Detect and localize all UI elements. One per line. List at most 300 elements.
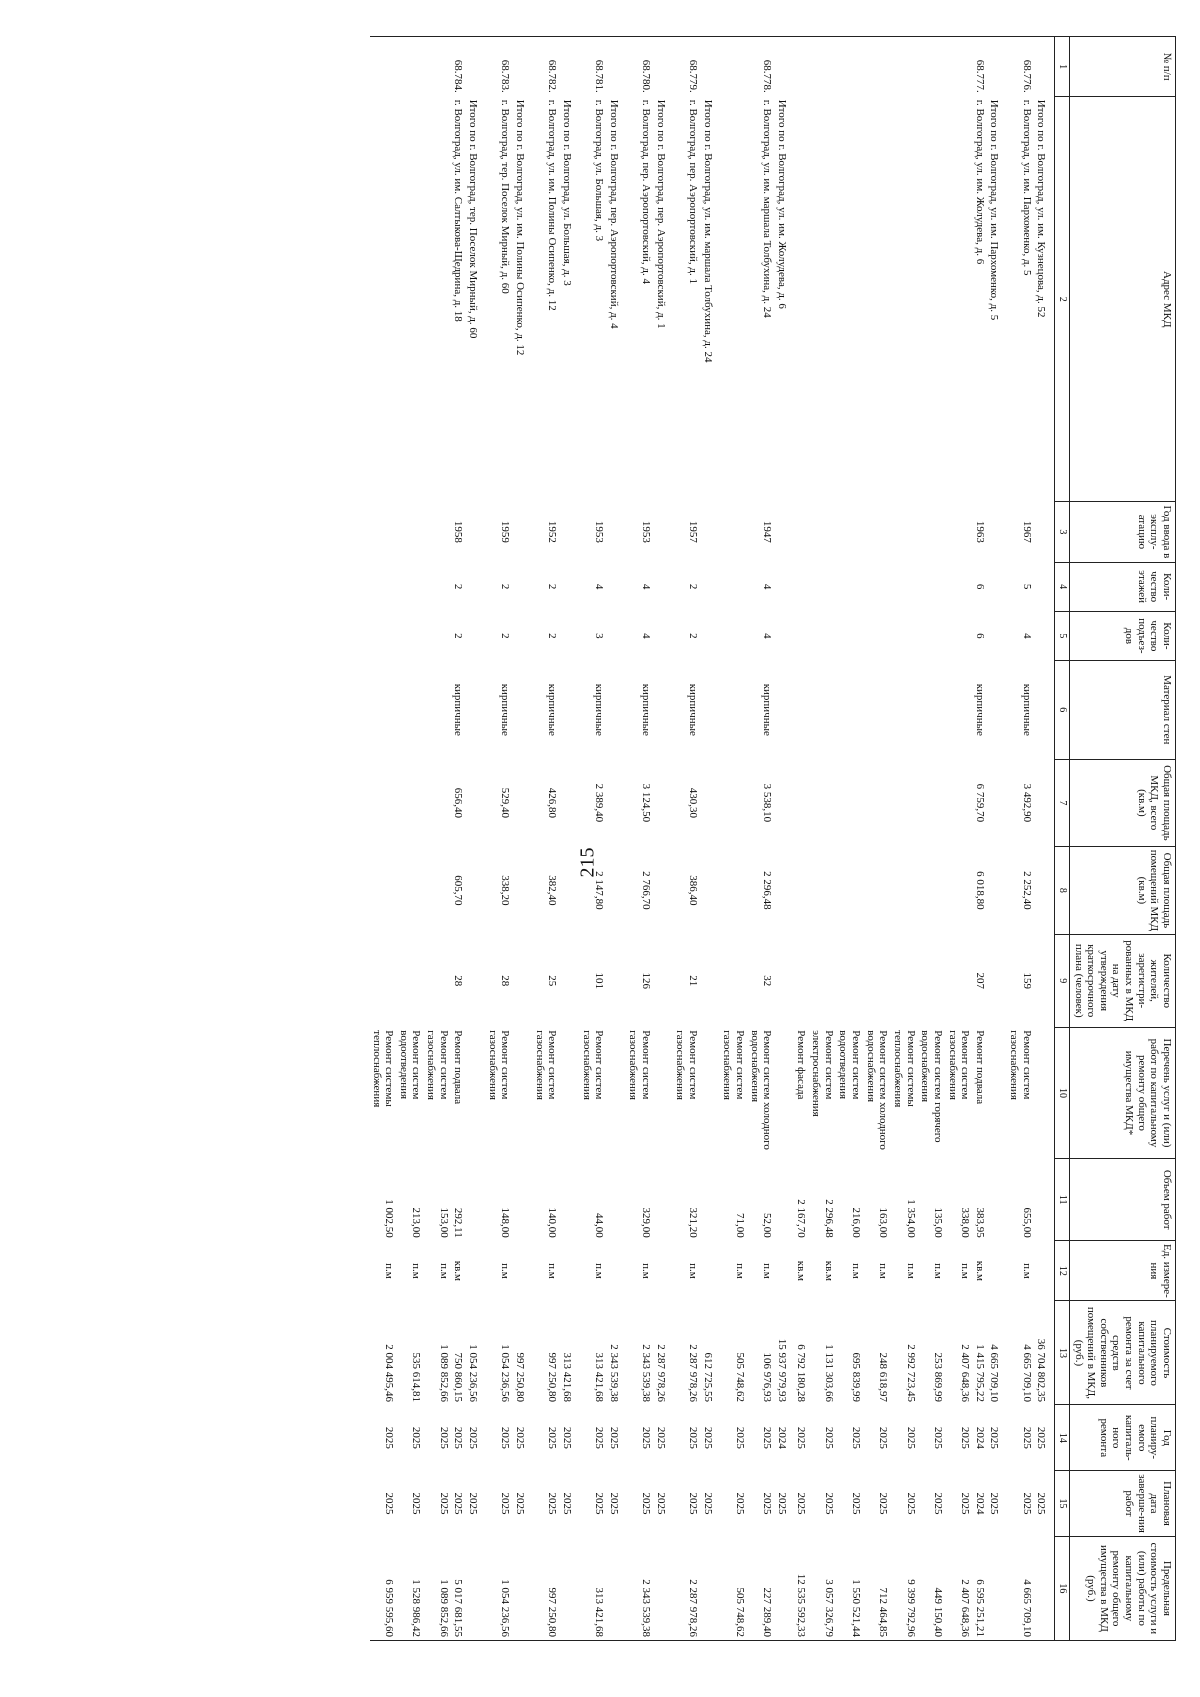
cell-col-9 <box>837 934 864 1027</box>
cell-col-11 <box>775 1159 795 1241</box>
cell-col-14: 2025 <box>1035 1426 1048 1449</box>
cell-col-13: 997 250,80 <box>513 1352 526 1402</box>
cell-col-13: 2 992 723,45 <box>904 1344 917 1402</box>
cell-col-2 <box>919 97 946 502</box>
total-row <box>560 37 580 1641</box>
cell-col-9: 101 <box>593 972 606 989</box>
cell-col-12 <box>1035 1241 1055 1301</box>
cell-col-3 <box>466 502 486 562</box>
column-number-16: 16 <box>1055 1536 1070 1640</box>
cell-col-3: 1958 <box>452 520 465 543</box>
cell-col-5 <box>1035 611 1055 660</box>
cell-col-16: 6 595 251,21 <box>973 1579 986 1637</box>
cell-col-6 <box>919 661 946 760</box>
cell-col-10: Ремонт подвала <box>973 1030 986 1105</box>
cell-col-10 <box>775 1027 795 1158</box>
cell-col-6 <box>513 661 533 760</box>
page-number: 215 <box>576 847 599 878</box>
cell-col-11: 338,00 <box>959 1207 972 1238</box>
cell-col-12: п.м <box>904 1263 917 1279</box>
cell-col-1 <box>891 37 918 97</box>
cell-col-1: 68.779. <box>687 59 699 93</box>
table-row <box>486 37 513 1641</box>
cell-col-5 <box>919 611 946 660</box>
cell-col-9: 21 <box>687 975 699 987</box>
cell-col-2: г. Волгоград, тер. Поселок Мирный, д. 60 <box>499 99 512 294</box>
cell-col-11: 135,00 <box>931 1207 944 1238</box>
cell-col-10: Ремонт систем газоснабжения <box>1008 1030 1033 1100</box>
cell-col-15: 2025 <box>775 1492 788 1515</box>
cell-col-13: 6 792 180,28 <box>795 1344 808 1402</box>
cell-col-9: 25 <box>546 975 559 987</box>
cell-col-2: г. Волгоград, ул. им. Пархоменко, д. 5 <box>1020 99 1033 276</box>
cell-col-8 <box>837 847 864 935</box>
cell-col-14: 2025 <box>513 1426 526 1449</box>
cell-col-1 <box>837 37 864 97</box>
cell-col-7: 430,30 <box>687 787 699 818</box>
cell-col-15: 2025 <box>877 1492 890 1515</box>
cell-col-4 <box>424 562 451 611</box>
cell-col-5 <box>946 611 973 660</box>
document-sheet <box>49 36 1176 1641</box>
cell-col-16 <box>701 1536 721 1640</box>
cell-col-16: 9 399 792,96 <box>904 1579 917 1637</box>
cell-col-4 <box>607 562 627 611</box>
cell-col-6 <box>654 661 674 760</box>
cell-col-4 <box>919 562 946 611</box>
cell-col-13: 997 250,80 <box>546 1352 559 1402</box>
cell-col-15: 2025 <box>1035 1492 1048 1515</box>
cell-col-10: Ремонт систем водоотведения <box>397 1030 423 1100</box>
cell-col-1 <box>424 37 451 97</box>
column-number-1: 1 <box>1055 37 1070 97</box>
cell-col-14: 2025 <box>452 1426 465 1449</box>
cell-col-14: 2025 <box>687 1426 699 1449</box>
cell-col-14: 2024 <box>775 1426 788 1449</box>
column-number-2: 2 <box>1055 97 1070 502</box>
cell-col-7 <box>560 759 580 847</box>
cell-col-12 <box>560 1241 580 1301</box>
cell-col-9 <box>560 934 580 1027</box>
cell-col-1 <box>370 37 397 97</box>
cell-col-12: п.м <box>931 1263 944 1279</box>
cell-col-4 <box>891 562 918 611</box>
cell-col-5: 2 <box>687 633 699 639</box>
column-number-6: 6 <box>1055 661 1070 760</box>
cell-col-12 <box>466 1241 486 1301</box>
cell-col-12: кв.м <box>973 1260 986 1281</box>
cell-col-14: 2025 <box>607 1426 620 1449</box>
cell-col-6 <box>607 661 627 760</box>
cell-col-9 <box>946 934 973 1027</box>
cell-col-3 <box>837 502 864 562</box>
cell-col-5 <box>891 611 918 660</box>
cell-col-10 <box>988 1027 1008 1158</box>
cell-col-2: г. Волгоград, ул. Большая, д. 3 <box>593 99 606 242</box>
cell-col-12 <box>988 1241 1008 1301</box>
cell-col-14: 2025 <box>877 1426 890 1449</box>
cell-col-13: 2 343 539,38 <box>640 1344 653 1402</box>
cell-col-7 <box>809 759 836 847</box>
cell-col-4: 4 <box>593 583 606 590</box>
cell-col-7 <box>654 759 674 847</box>
cell-col-13: 612 725,55 <box>701 1352 714 1402</box>
cell-col-16 <box>466 1536 486 1640</box>
cell-col-16: 1 528 986,42 <box>410 1579 423 1637</box>
cell-col-14: 2025 <box>988 1426 1001 1449</box>
cell-col-2 <box>837 97 864 502</box>
cell-col-5: 3 <box>593 633 606 639</box>
cell-col-2 <box>397 97 424 502</box>
cell-col-11 <box>607 1159 627 1241</box>
cell-col-2: Итого по г. Волгоград, пер. Аэропортовский, д. 4 <box>607 99 620 329</box>
table-row <box>397 37 424 1641</box>
column-number-9: 9 <box>1055 934 1070 1027</box>
cell-col-7 <box>701 759 721 847</box>
cell-col-3 <box>864 502 891 562</box>
cell-col-13: 505 748,62 <box>733 1352 746 1402</box>
column-number-8: 8 <box>1055 847 1070 935</box>
cell-col-11 <box>466 1159 486 1241</box>
cell-col-10: Ремонт систем электроснабжения <box>810 1030 835 1117</box>
cell-col-14: 2025 <box>546 1426 559 1449</box>
column-header-12: Ед. измере-ния <box>1069 1241 1175 1301</box>
cell-col-5 <box>775 611 795 660</box>
cell-col-9 <box>654 934 674 1027</box>
cell-col-16: 2 343 539,38 <box>640 1579 653 1637</box>
cell-col-7: 656,40 <box>452 787 465 818</box>
cell-col-8 <box>1035 847 1055 935</box>
cell-col-9: 159 <box>1020 972 1033 989</box>
cell-col-1 <box>946 37 973 97</box>
cell-col-12: п.м <box>437 1263 450 1279</box>
cell-col-4 <box>513 562 533 611</box>
cell-col-7 <box>919 759 946 847</box>
cell-col-9: 28 <box>499 975 512 987</box>
cell-col-16: 997 250,80 <box>546 1587 559 1637</box>
cell-col-12: п.м <box>546 1263 559 1279</box>
cell-col-9: 207 <box>973 972 986 989</box>
cell-col-4 <box>775 562 795 611</box>
cell-col-2: Итого по г. Волгоград, ул. им. маршала Толбухина, д. 24 <box>701 99 714 363</box>
cell-col-11: 44,00 <box>593 1213 606 1238</box>
cell-col-7: 3 492,90 <box>1020 783 1033 823</box>
cell-col-16 <box>607 1536 627 1640</box>
cell-col-14: 2025 <box>410 1426 423 1449</box>
cell-col-8 <box>424 847 451 935</box>
cell-col-3 <box>721 502 748 562</box>
column-header-1: № п/п <box>1069 37 1175 97</box>
cell-col-15: 2025 <box>593 1492 606 1515</box>
cell-col-13: 1 089 852,66 <box>437 1344 450 1402</box>
cell-col-4 <box>988 562 1008 611</box>
cell-col-10: Ремонт системы теплоснабжения <box>370 1030 396 1108</box>
cell-col-7: 426,80 <box>546 787 559 818</box>
cell-col-9 <box>864 934 891 1027</box>
cell-col-11: 383,95 <box>973 1207 986 1238</box>
cell-col-3 <box>919 502 946 562</box>
cell-col-16: 505 748,62 <box>733 1587 746 1637</box>
cell-col-8: 382,40 <box>546 875 559 906</box>
cell-col-3 <box>424 502 451 562</box>
cell-col-1 <box>988 37 1008 97</box>
cell-col-4: 2 <box>499 583 512 590</box>
total-row <box>701 37 721 1641</box>
cell-col-10 <box>1035 1027 1055 1158</box>
cell-col-16: 1 550 521,44 <box>850 1579 863 1637</box>
cell-col-16: 5 017 681,55 <box>452 1579 465 1637</box>
column-header-8: Общая площадь помещений МКД (кв.м) <box>1069 847 1175 935</box>
cell-col-10 <box>466 1027 486 1158</box>
cell-col-8 <box>560 847 580 935</box>
cell-col-8 <box>775 847 795 935</box>
cell-col-12: п.м <box>761 1263 774 1279</box>
cell-col-16: 12 535 592,33 <box>795 1573 808 1637</box>
cell-col-15: 2025 <box>1020 1492 1033 1515</box>
cell-col-8 <box>513 847 533 935</box>
cell-col-16: 2 407 648,36 <box>959 1579 972 1637</box>
cell-col-12: кв.м <box>452 1260 465 1281</box>
total-row <box>988 37 1008 1641</box>
cell-col-9 <box>424 934 451 1027</box>
cell-col-4 <box>654 562 674 611</box>
cell-col-9 <box>988 934 1008 1027</box>
cell-col-13: 2 004 495,46 <box>383 1344 396 1402</box>
cell-col-12: п.м <box>593 1263 606 1279</box>
cell-col-14: 2025 <box>640 1426 653 1449</box>
cell-col-10: Ремонт систем газоснабжения <box>946 1030 972 1100</box>
cell-col-13: 4 665 709,10 <box>1020 1344 1033 1402</box>
cell-col-9 <box>701 934 721 1027</box>
cell-col-2: г. Волгоград, ул. им. Жолудева, д. 6 <box>973 99 986 265</box>
cell-col-7 <box>795 759 810 847</box>
cell-col-4 <box>397 562 424 611</box>
column-number-7: 7 <box>1055 759 1070 847</box>
cell-col-1: 68.777. <box>973 59 986 93</box>
cell-col-15: 2025 <box>410 1492 423 1515</box>
cell-col-7: 6 759,70 <box>973 783 986 823</box>
cell-col-8: 338,20 <box>499 875 512 906</box>
table-row <box>674 37 701 1641</box>
cell-col-5: 2 <box>499 633 512 639</box>
cell-col-4: 2 <box>687 583 699 590</box>
cell-col-8: 6 018,80 <box>973 871 986 910</box>
cell-col-5: 4 <box>1020 633 1033 639</box>
cell-col-16: 227 289,40 <box>761 1587 774 1637</box>
cell-col-15: 2025 <box>607 1492 620 1515</box>
cell-col-14: 2025 <box>733 1426 746 1449</box>
cell-col-2: Итого по г. Волгоград, ул. им. Жолудева, д. 6 <box>775 99 788 309</box>
cell-col-4 <box>946 562 973 611</box>
cell-col-6: кирпичные <box>452 683 465 736</box>
cell-col-8 <box>397 847 424 935</box>
cell-col-3 <box>370 502 397 562</box>
cell-col-5 <box>721 611 748 660</box>
cell-col-6 <box>721 661 748 760</box>
cell-col-1 <box>654 37 674 97</box>
cell-col-15: 2025 <box>959 1492 972 1515</box>
cell-col-5 <box>654 611 674 660</box>
column-number-row <box>1055 37 1070 1641</box>
cell-col-10: Ремонт систем холодного водоснабжения <box>864 1030 890 1150</box>
cell-col-8 <box>721 847 748 935</box>
cell-col-2 <box>864 97 891 502</box>
cell-col-12 <box>654 1241 674 1301</box>
cell-col-1 <box>513 37 533 97</box>
cell-col-16 <box>1035 1536 1055 1640</box>
cell-col-6 <box>466 661 486 760</box>
cell-col-3 <box>946 502 973 562</box>
cell-col-14: 2025 <box>437 1426 450 1449</box>
cell-col-3 <box>795 502 810 562</box>
cell-col-12: п.м <box>877 1263 890 1279</box>
cell-col-6: кирпичные <box>546 683 559 736</box>
cell-col-15: 2025 <box>437 1492 450 1515</box>
cell-col-8: 2 766,70 <box>640 871 653 910</box>
cell-col-4: 5 <box>1020 583 1033 590</box>
cell-col-13: 535 614,81 <box>410 1352 423 1402</box>
table-row <box>452 37 467 1641</box>
cell-col-11 <box>560 1159 580 1241</box>
cell-col-5: 4 <box>640 633 653 639</box>
cell-col-9: 126 <box>640 972 653 989</box>
capital-repair-table <box>370 36 1176 1641</box>
cell-col-10: Ремонт систем газоснабжения <box>533 1030 559 1100</box>
cell-col-8 <box>795 847 810 935</box>
cell-col-9 <box>721 934 748 1027</box>
cell-col-13: 695 839,99 <box>850 1352 863 1402</box>
cell-col-15: 2024 <box>973 1492 986 1515</box>
cell-col-9 <box>891 934 918 1027</box>
cell-col-8: 386,40 <box>687 875 699 906</box>
cell-col-2: г. Волгоград, ул. им. Полины Осипенко, д. 12 <box>546 99 559 311</box>
cell-col-8: 2 147,80 <box>593 871 606 910</box>
cell-col-16 <box>513 1536 533 1640</box>
cell-col-9 <box>607 934 627 1027</box>
cell-col-6 <box>795 661 810 760</box>
cell-col-10: Ремонт системы теплоснабжения <box>891 1030 917 1108</box>
cell-col-1 <box>864 37 891 97</box>
cell-col-8: 2 296,48 <box>761 871 774 910</box>
cell-col-11: 321,20 <box>687 1207 699 1238</box>
cell-col-16: 1 054 236,56 <box>499 1579 512 1637</box>
column-header-10: Перечень услуг и (или) работ по капитальному ремонту общего имущества МКД* <box>1069 1027 1175 1158</box>
cell-col-8 <box>654 847 674 935</box>
cell-col-1 <box>701 37 721 97</box>
cell-col-11: 52,00 <box>761 1213 774 1238</box>
cell-col-6 <box>560 661 580 760</box>
table-row <box>580 37 607 1641</box>
cell-col-15: 2025 <box>822 1492 835 1515</box>
cell-col-15: 2025 <box>733 1492 746 1515</box>
cell-col-9 <box>919 934 946 1027</box>
cell-col-15: 2025 <box>467 1492 480 1515</box>
cell-col-11: 213,00 <box>410 1207 423 1238</box>
cell-col-1 <box>775 37 795 97</box>
cell-col-7 <box>775 759 795 847</box>
column-header-9: Количество жителей, зарегистри-рованных в МКД на дату утверждения краткосрочного плана (человек) <box>1069 934 1175 1027</box>
cell-col-3: 1952 <box>546 520 559 543</box>
table-header-row <box>1069 37 1175 1641</box>
cell-col-10: Ремонт подвала <box>452 1030 465 1105</box>
cell-col-5 <box>397 611 424 660</box>
cell-col-13: 248 618,97 <box>877 1352 890 1402</box>
cell-col-5 <box>837 611 864 660</box>
cell-col-16: 4 665 709,10 <box>1020 1579 1033 1637</box>
table-row <box>973 37 988 1641</box>
cell-col-10 <box>701 1027 721 1158</box>
column-number-11: 11 <box>1055 1159 1070 1241</box>
cell-col-2: Итого по г. Волгоград, ул. им. Кузнецова, д. 52 <box>1035 99 1048 318</box>
cell-col-6: кирпичные <box>761 683 774 736</box>
cell-col-14: 2025 <box>959 1426 972 1449</box>
cell-col-8 <box>864 847 891 935</box>
cell-col-9 <box>809 934 836 1027</box>
cell-col-6: кирпичные <box>593 683 606 736</box>
cell-col-12: кв.м <box>795 1260 808 1281</box>
cell-col-9: 32 <box>761 975 774 987</box>
table-row <box>1007 37 1034 1641</box>
cell-col-3 <box>513 502 533 562</box>
cell-col-16: 6 959 595,60 <box>383 1579 396 1637</box>
cell-col-16 <box>560 1536 580 1640</box>
cell-col-9 <box>397 934 424 1027</box>
column-header-13: Стоимость планируемого капитального ремонта за счет средств собственников помещений в МКД, (руб.) <box>1069 1301 1175 1405</box>
cell-col-7 <box>397 759 424 847</box>
cell-col-6: кирпичные <box>640 683 653 736</box>
cell-col-3: 1953 <box>593 520 606 543</box>
cell-col-9 <box>466 934 486 1027</box>
cell-col-16: 449 150,40 <box>931 1587 944 1637</box>
cell-col-5: 2 <box>452 633 465 639</box>
column-number-13: 13 <box>1055 1301 1070 1405</box>
cell-col-1: 68.776. <box>1020 59 1033 93</box>
cell-col-11: 153,00 <box>437 1207 450 1238</box>
cell-col-6 <box>397 661 424 760</box>
cell-col-3: 1959 <box>499 520 512 543</box>
cell-col-4 <box>795 562 810 611</box>
cell-col-11: 140,00 <box>546 1207 559 1238</box>
cell-col-5: 6 <box>973 633 986 639</box>
cell-col-7 <box>988 759 1008 847</box>
cell-col-10: Ремонт систем газоснабжения <box>674 1030 699 1100</box>
cell-col-9: 28 <box>452 975 465 987</box>
table-row <box>809 37 836 1641</box>
cell-col-5 <box>424 611 451 660</box>
cell-col-13: 2 287 978,26 <box>654 1344 667 1402</box>
cell-col-11 <box>701 1159 721 1241</box>
cell-col-13: 2 407 648,36 <box>959 1344 972 1402</box>
cell-col-3: 1967 <box>1020 520 1033 543</box>
cell-col-10: Ремонт систем водоотведения <box>837 1030 863 1100</box>
cell-col-8 <box>370 847 397 935</box>
cell-col-2 <box>946 97 973 502</box>
table-row <box>627 37 654 1641</box>
cell-col-15: 2025 <box>761 1492 774 1515</box>
cell-col-5 <box>513 611 533 660</box>
cell-col-5 <box>370 611 397 660</box>
cell-col-4 <box>864 562 891 611</box>
cell-col-12: п.м <box>687 1263 699 1279</box>
cell-col-8 <box>607 847 627 935</box>
cell-col-1: 68.780. <box>640 59 653 93</box>
cell-col-3 <box>891 502 918 562</box>
cell-col-2 <box>424 97 451 502</box>
cell-col-12: п.м <box>959 1263 972 1279</box>
cell-col-1 <box>560 37 580 97</box>
cell-col-15: 2025 <box>988 1492 1001 1515</box>
cell-col-2: Итого по г. Волгоград, ул. Большая, д. 3 <box>560 99 573 286</box>
